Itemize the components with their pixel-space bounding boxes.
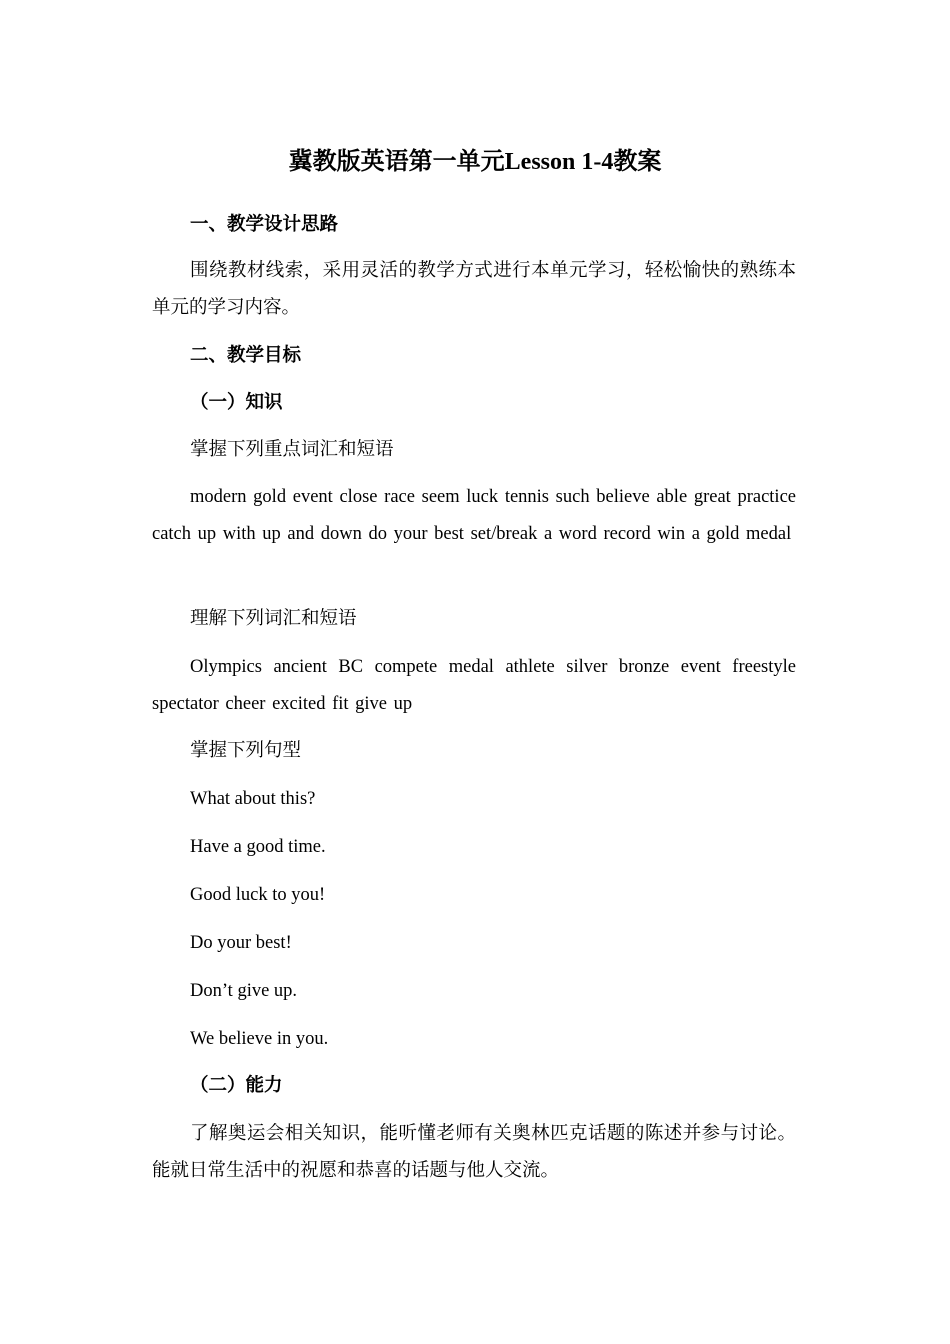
sentence-item: Have a good time. <box>190 837 326 857</box>
section-heading-design: 一、教学设计思路 <box>190 215 339 235</box>
understand-vocab-label: 理解下列词汇和短语 <box>190 609 357 629</box>
sentence-item: Do your best! <box>190 933 292 953</box>
understand-vocab-list: Olympics ancient BC compete medal athlete silver bronze event freestyle spectator cheer excited fit give up <box>152 657 796 714</box>
ability-paragraph: 了解奥运会相关知识，能听懂老师有关奥林匹克话题的陈述并参与讨论。能就日常生活中的祝愿和恭喜的话题与他人交流。 <box>152 1124 796 1181</box>
sentence-item: Don’t give up. <box>190 981 298 1001</box>
sentence-item: What about this? <box>190 789 316 809</box>
sentence-item: Good luck to you! <box>190 885 326 905</box>
section-heading-objectives: 二、教学目标 <box>190 346 302 366</box>
design-paragraph: 围绕教材线索，采用灵活的教学方式进行本单元学习，轻松愉快的熟练本单元的学习内容。 <box>152 261 796 318</box>
sentences-label: 掌握下列句型 <box>190 741 302 761</box>
master-vocab-list: modern gold event close race seem luck tennis such believe able great practice catch up with up and down do your best set/break a word record win a gold medal <box>152 487 796 544</box>
master-vocab-label: 掌握下列重点词汇和短语 <box>190 440 394 460</box>
subsection-heading-knowledge: （一）知识 <box>190 393 283 413</box>
document-title: 冀教版英语第一单元Lesson 1-4教案 <box>288 149 662 175</box>
sentence-item: We believe in you. <box>190 1029 329 1049</box>
subsection-heading-ability: （二）能力 <box>190 1076 283 1096</box>
